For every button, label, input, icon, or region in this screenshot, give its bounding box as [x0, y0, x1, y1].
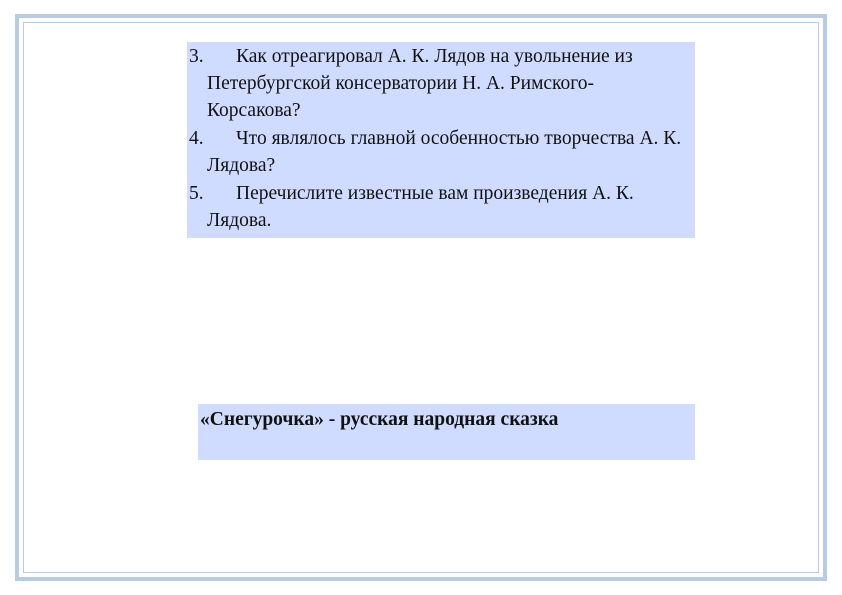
question-item-5	[187, 180, 695, 234]
question-item-4	[187, 125, 695, 179]
question-item-3	[187, 43, 695, 124]
section-title-box	[198, 404, 695, 460]
question-text: Перечислите известные вам произведения А. К. Лядова.	[207, 183, 634, 231]
questions-list	[187, 42, 695, 238]
question-number: 3.	[189, 46, 204, 67]
question-number: 5.	[189, 183, 204, 204]
question-number: 4.	[189, 128, 204, 149]
question-text: Что являлось главной особенностью творчества А. К. Лядова?	[207, 128, 682, 176]
question-text: Как отреагировал А. К. Лядов на увольнение из Петербургской консерватории Н. А. Римского-Корсакова?	[207, 46, 633, 121]
section-title: «Снегурочка» - русская народная сказка	[200, 409, 559, 430]
